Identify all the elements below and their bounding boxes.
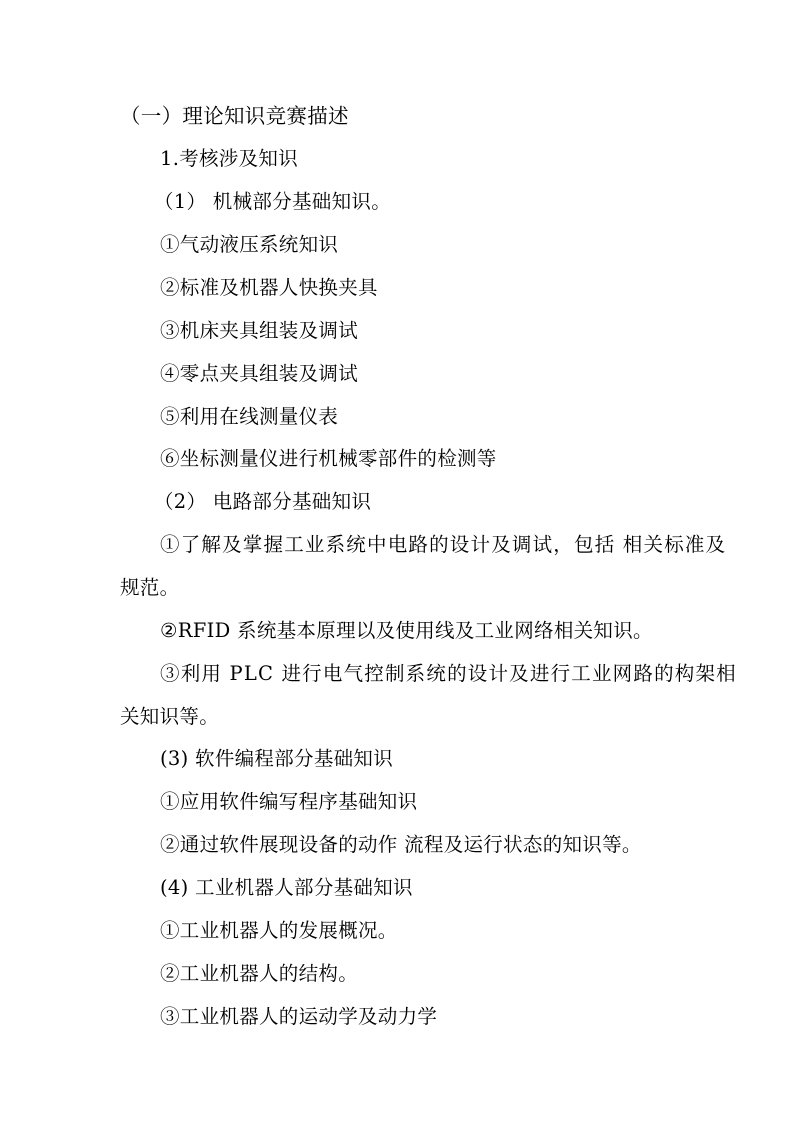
list-item-continuation: 关知识等。 — [120, 705, 220, 728]
list-item: ④零点夹具组装及调试 — [160, 362, 359, 385]
list-item: ①应用软件编写程序基础知识 — [160, 790, 418, 813]
section-title: （一）理论知识竞赛描述 — [120, 104, 349, 128]
list-item: ⑤利用在线测量仪表 — [160, 405, 339, 428]
list-item: ③利用 PLC 进行电气控制系统的设计及进行工业网路的构架相 — [160, 662, 737, 685]
list-item: ②工业机器人的结构。 — [160, 962, 359, 985]
list-item: ②通过软件展现设备的动作 流程及运行状态的知识等。 — [160, 833, 642, 856]
list-item: ⑥坐标测量仪进行机械零部件的检测等 — [160, 447, 497, 470]
list-item: ③机床夹具组装及调试 — [160, 319, 359, 342]
list-item: ②RFID 系统基本原理以及使用线及工业网络相关知识。 — [160, 619, 653, 642]
software-heading: (3) 软件编程部分基础知识 — [160, 747, 394, 770]
robot-heading: (4) 工业机器人部分基础知识 — [160, 876, 413, 899]
circuit-heading: （2） 电路部分基础知识 — [154, 490, 372, 513]
list-item-continuation: 规范。 — [120, 576, 180, 599]
list-item: ①工业机器人的发展概况。 — [160, 919, 398, 942]
list-item: ③工业机器人的运动学及动力学 — [160, 1005, 438, 1028]
list-item: ①气动液压系统知识 — [160, 233, 339, 256]
list-item: ①了解及掌握工业系统中电路的设计及调试，包括 相关标准及 — [160, 533, 727, 556]
list-item: ②标准及机器人快换夹具 — [160, 276, 378, 299]
subsection-title: 1.考核涉及知识 — [160, 147, 299, 170]
mechanical-heading: （1） 机械部分基础知识。 — [154, 190, 392, 213]
